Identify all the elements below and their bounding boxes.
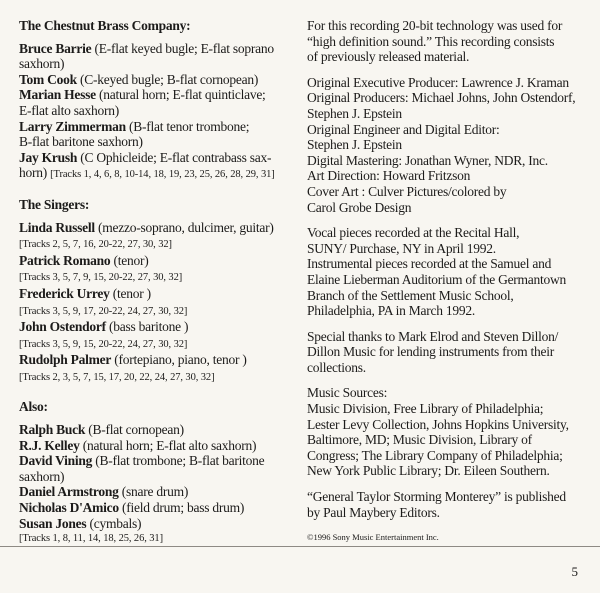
instrument-desc-cont: saxhorn) [19, 468, 65, 484]
text-line: Cover Art : Culver Pictures/colored by [307, 183, 507, 199]
instrument-desc: (tenor) [113, 252, 149, 268]
instrument-desc: (snare drum) [121, 484, 189, 500]
also-list [19, 422, 293, 547]
instrument-desc-cont: horn) [19, 165, 47, 181]
credit-entry [19, 150, 293, 183]
performer-name: David Vining [19, 453, 93, 469]
instrument-desc: (B-flat cornopean) [88, 422, 184, 438]
copyright-notice: ©1996 Sony Music Entertainment Inc. [307, 532, 439, 543]
text-line: New York Public Library; Dr. Eileen Southern. [307, 463, 550, 479]
text-line: Digital Mastering: Jonathan Wyner, NDR, Inc. [307, 152, 548, 168]
performer-name: Nicholas D'Amico [19, 500, 119, 516]
performer-name: Linda Russell [19, 219, 95, 235]
credit-entry [19, 516, 293, 532]
instrument-desc: (mezzo-soprano, dulcimer, guitar) [98, 219, 274, 235]
instrument-desc: (cymbals) [89, 515, 142, 531]
singers-heading: The Singers: [19, 196, 90, 212]
text-line: Baltimore, MD; Music Division, Library of [307, 432, 532, 448]
instrument-desc: (natural horn; E-flat alto saxhorn) [82, 437, 257, 453]
performer-name: Jay Krush [19, 149, 78, 165]
instrument-desc-cont: B-flat baritone saxhorn) [19, 134, 143, 150]
performer-name: Ralph Buck [19, 422, 86, 438]
performer-name: Daniel Armstrong [19, 484, 119, 500]
credit-entry [19, 352, 293, 385]
performer-name: R.J. Kelley [19, 437, 80, 453]
chestnut-heading: The Chestnut Brass Company: [19, 18, 191, 33]
instrument-desc-cont: E-flat alto saxhorn) [19, 102, 119, 118]
performer-name: Tom Cook [19, 71, 77, 87]
text-line: Stephen J. Epstein [307, 105, 402, 121]
publisher-note [307, 489, 587, 520]
performer-name: Larry Zimmerman [19, 118, 126, 134]
text-line: Original Producers: Michael Johns, John Ostendorf, [307, 90, 576, 106]
instrument-desc: (B-flat tenor trombone; [128, 118, 250, 134]
production-credits [307, 75, 587, 215]
also-heading: Also: [19, 399, 48, 415]
technology-note [307, 18, 587, 65]
singers-list [19, 220, 293, 386]
text-line: Vocal pieces recorded at the Recital Hall, [307, 225, 520, 241]
performer-name: Bruce Barrie [19, 40, 92, 56]
text-line: Original Executive Producer: Lawrence J. Kraman [307, 74, 569, 90]
text-line: For this recording 20-bit technology was used for [307, 18, 563, 33]
performer-name: Susan Jones [19, 515, 87, 531]
track-list: [Tracks 2, 3, 5, 7, 15, 17, 20, 22, 24, 27, 30, 32] [19, 371, 215, 383]
chestnut-list [19, 41, 293, 183]
text-line: Instrumental pieces recorded at the Samuel and [307, 256, 552, 272]
text-line: “General Taylor Storming Monterey” is published [307, 489, 566, 505]
text-line: Dillon Music for lending instruments from their [307, 344, 554, 360]
performer-name: Rudolph Palmer [19, 352, 112, 368]
track-list: [Tracks 3, 5, 7, 9, 15, 20-22, 27, 30, 32] [19, 272, 183, 284]
track-list: [Tracks 2, 5, 7, 16, 20-22, 27, 30, 32] [19, 239, 172, 251]
text-line: Art Direction: Howard Fritzson [307, 168, 471, 184]
text-line: Music Division, Free Library of Philadelphia; [307, 401, 544, 417]
performer-name: Patrick Romano [19, 252, 111, 268]
right-column [307, 18, 587, 546]
instrument-desc: (E-flat keyed bugle; E-flat soprano [94, 40, 274, 56]
text-line: Philadelphia, PA in March 1992. [307, 303, 475, 319]
text-line: of previously released material. [307, 49, 470, 65]
text-line: Elaine Lieberman Auditorium of the Germantown [307, 271, 567, 287]
text-line: by Paul Maybery Editors. [307, 504, 440, 520]
text-line: Original Engineer and Digital Editor: [307, 121, 500, 137]
credit-entry [19, 87, 293, 118]
performer-name: Marian Hesse [19, 87, 96, 103]
track-list: [Tracks 1, 4, 6, 8, 10-14, 18, 19, 23, 25, 26, 28, 29, 31] [50, 169, 275, 181]
track-list: [Tracks 3, 5, 9, 15, 20-22, 24, 27, 30, 32] [19, 338, 188, 350]
credit-entry [19, 286, 293, 319]
instrument-desc: (natural horn; E-flat quinticlave; [99, 87, 266, 103]
recording-locations [307, 225, 587, 319]
text-line: collections. [307, 359, 366, 375]
credit-entry [19, 220, 293, 253]
text-line: Carol Grobe Design [307, 199, 412, 215]
left-column [19, 18, 293, 547]
text-line: Branch of the Settlement Music School, [307, 287, 514, 303]
instrument-desc: (C-keyed bugle; B-flat cornopean) [80, 71, 259, 87]
instrument-desc: (fortepiano, piano, tenor ) [114, 352, 247, 368]
instrument-desc: (B-flat trombone; B-flat baritone [95, 453, 265, 469]
page-number: 5 [571, 564, 578, 579]
instrument-desc-cont: saxhorn) [19, 56, 65, 72]
performer-name: Frederick Urrey [19, 285, 110, 301]
credit-entry [19, 438, 293, 454]
text-line: Lester Levy Collection, Johns Hopkins University, [307, 416, 569, 432]
text-line: Stephen J. Epstein [307, 137, 402, 153]
footer-divider [0, 546, 600, 547]
track-list: [Tracks 1, 8, 11, 14, 18, 25, 26, 31] [19, 533, 163, 545]
music-sources [307, 385, 587, 479]
track-list: [Tracks 3, 5, 9, 17, 20-22, 24, 27, 30, 32] [19, 305, 188, 317]
instrument-desc: (tenor ) [112, 285, 151, 301]
credit-entry [19, 500, 293, 516]
credit-entry [19, 41, 293, 72]
special-thanks [307, 329, 587, 376]
credit-entry [19, 453, 293, 484]
performer-name: John Ostendorf [19, 319, 106, 335]
text-line: “high definition sound.” This recording consists [307, 33, 555, 49]
instrument-desc: (C Ophicleide; E-flat contrabass sax- [80, 149, 272, 165]
credit-entry [19, 319, 293, 352]
credit-entry [19, 484, 293, 500]
instrument-desc: (bass baritone ) [109, 319, 189, 335]
text-line: SUNY/ Purchase, NY in April 1992. [307, 240, 496, 256]
text-line: Special thanks to Mark Elrod and Steven Dillon/ [307, 328, 559, 344]
text-line: Music Sources: [307, 385, 388, 401]
credit-entry [19, 422, 293, 438]
instrument-desc: (field drum; bass drum) [122, 500, 245, 516]
credit-entry [19, 72, 293, 88]
text-line: Congress; The Library Company of Philadelphia; [307, 447, 563, 463]
credit-entry [19, 119, 293, 150]
credit-entry [19, 253, 293, 286]
